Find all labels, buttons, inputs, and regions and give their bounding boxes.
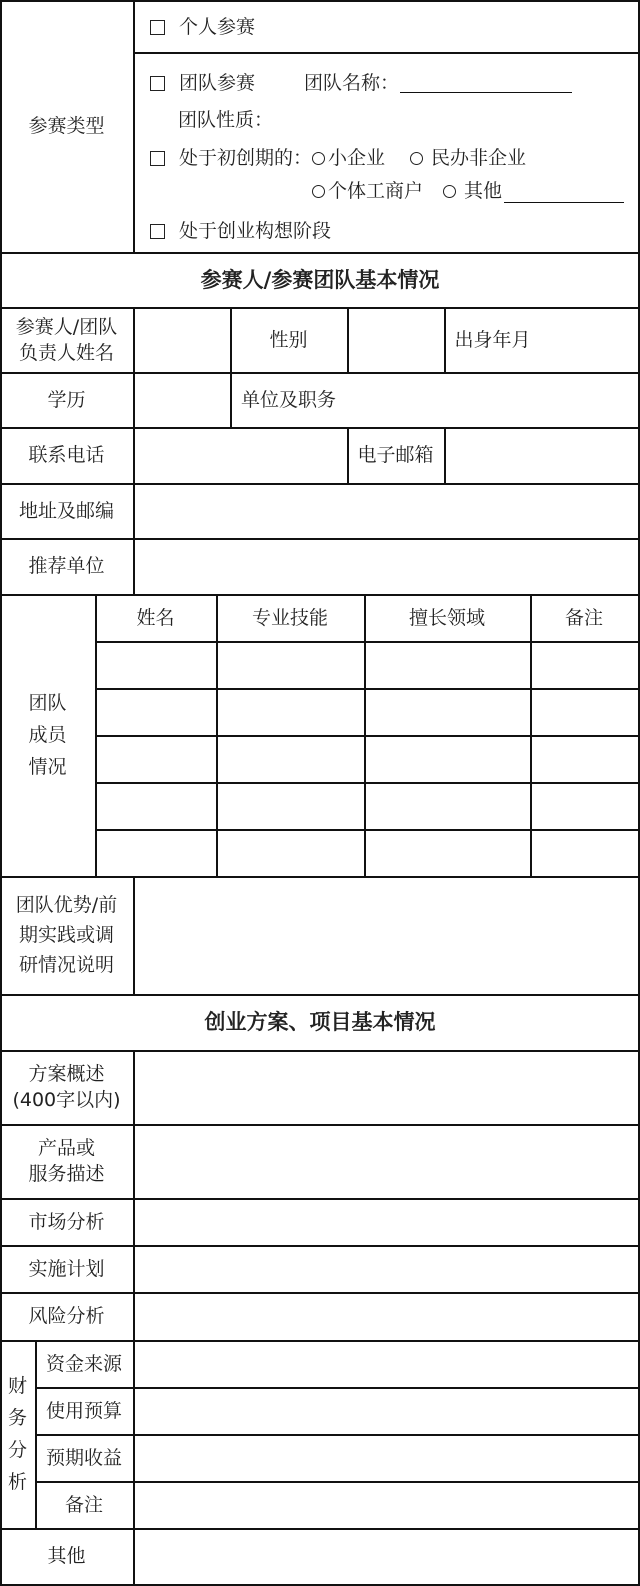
- other-field[interactable]: [504, 202, 624, 203]
- individual-business-label: 个体工商户: [328, 180, 424, 202]
- implementation-label: 实施计划: [28, 1257, 105, 1280]
- team-member-row[interactable]: [97, 737, 637, 781]
- product-field[interactable]: [135, 1126, 637, 1197]
- team-members-label-line2: 成员: [28, 724, 67, 746]
- email-field[interactable]: [446, 429, 637, 482]
- team-members-label: [0, 594, 95, 876]
- other-option[interactable]: [443, 178, 502, 204]
- private-non-enterprise-label: 民办非企业: [431, 147, 527, 169]
- expected-revenue-field[interactable]: [135, 1436, 637, 1480]
- overview-label-line2: (400字以内): [12, 1089, 121, 1111]
- team-name-label: 团队名称：: [304, 72, 400, 94]
- plan-title: 创业方案、项目基本情况: [204, 1010, 436, 1034]
- individual-label: 个人参赛: [179, 16, 256, 38]
- idea-stage-option[interactable]: [150, 218, 331, 244]
- risk-field[interactable]: [135, 1294, 637, 1339]
- email-label: 电子邮箱: [357, 444, 434, 466]
- small-enterprise-option[interactable]: [312, 145, 385, 171]
- leader-name-field[interactable]: [135, 309, 229, 371]
- market-field[interactable]: [135, 1200, 637, 1244]
- funding-source-label: 资金来源: [45, 1352, 122, 1375]
- overview-label: [0, 1050, 133, 1124]
- individual-business-option[interactable]: [312, 178, 423, 204]
- radio-small-enterprise[interactable]: [312, 152, 325, 165]
- other-label: 其他: [464, 180, 503, 202]
- individual-option[interactable]: [150, 14, 255, 40]
- finance-label-char: 务: [7, 1407, 27, 1429]
- finance-label-char: 析: [7, 1471, 27, 1493]
- finance-note-label: 备注: [64, 1493, 103, 1516]
- overview-label-line1: 方案概述: [28, 1063, 105, 1085]
- employer-position-field[interactable]: [349, 374, 637, 426]
- product-label: [0, 1124, 133, 1198]
- employer-position-label: 单位及职务: [240, 388, 336, 411]
- team-member-row[interactable]: [97, 690, 637, 734]
- team-name-field[interactable]: [400, 92, 572, 93]
- implementation-field[interactable]: [135, 1247, 637, 1291]
- team-col-note: 备注: [564, 606, 603, 629]
- team-advantage-line3: 研情况说明: [18, 954, 114, 976]
- finance-label-char: 财: [7, 1375, 27, 1397]
- other-info-label: 其他: [47, 1545, 86, 1567]
- startup-stage-label: 处于初创期的：: [179, 147, 313, 169]
- recommender-field[interactable]: [135, 540, 637, 593]
- team-col-field: 擅长领域: [408, 606, 485, 629]
- radio-other[interactable]: [443, 185, 456, 198]
- team-advantage-line2: 期实践或调: [18, 924, 114, 946]
- funding-source-field[interactable]: [135, 1342, 637, 1386]
- private-non-enterprise-option[interactable]: [410, 145, 526, 171]
- radio-individual-business[interactable]: [312, 185, 325, 198]
- expected-revenue-label: 预期收益: [45, 1446, 122, 1469]
- leader-name-label: [0, 307, 133, 372]
- finance-note-field[interactable]: [135, 1483, 637, 1527]
- team-members-label-line3: 情况: [28, 756, 67, 778]
- checkbox-idea-stage[interactable]: [150, 224, 165, 239]
- radio-private-non-enterprise[interactable]: [410, 152, 423, 165]
- budget-field[interactable]: [135, 1389, 637, 1433]
- address-postcode-field[interactable]: [135, 485, 637, 537]
- team-nature-label: 团队性质：: [178, 109, 274, 131]
- small-enterprise-label: 小企业: [328, 147, 386, 169]
- idea-stage-label: 处于创业构想阶段: [179, 220, 332, 242]
- startup-stage-option[interactable]: [150, 145, 312, 171]
- other-info-field[interactable]: [135, 1530, 637, 1583]
- market-label: 市场分析: [28, 1210, 105, 1233]
- team-col-name: 姓名: [136, 606, 175, 629]
- gender-label: 性别: [269, 328, 308, 351]
- team-advantage-field[interactable]: [135, 878, 637, 993]
- leader-name-label-line2: 负责人姓名: [18, 341, 114, 364]
- checkbox-startup-stage[interactable]: [150, 151, 165, 166]
- birth-field[interactable]: [541, 309, 637, 371]
- gender-field[interactable]: [349, 309, 443, 371]
- education-field[interactable]: [135, 374, 229, 426]
- overview-field[interactable]: [135, 1052, 637, 1123]
- finance-label-char: 分: [7, 1439, 27, 1461]
- finance-label: [0, 1340, 35, 1528]
- team-member-row[interactable]: [97, 784, 637, 828]
- phone-label: 联系电话: [28, 444, 105, 466]
- address-postcode-label: 地址及邮编: [18, 499, 114, 522]
- product-label-line1: 产品或: [37, 1137, 95, 1159]
- team-col-skill: 专业技能: [251, 606, 328, 629]
- team-member-row[interactable]: [97, 643, 637, 687]
- team-members-label-line1: 团队: [28, 692, 67, 714]
- team-label: 团队参赛: [179, 72, 256, 94]
- birth-label: 出身年月: [454, 328, 531, 351]
- team-option[interactable]: [150, 70, 255, 96]
- checkbox-team[interactable]: [150, 76, 165, 91]
- product-label-line2: 服务描述: [28, 1163, 105, 1185]
- team-member-row[interactable]: [97, 831, 637, 875]
- risk-label: 风险分析: [28, 1305, 105, 1327]
- education-label: 学历: [47, 388, 86, 411]
- team-advantage-line1: 团队优势/前: [15, 894, 118, 916]
- phone-field[interactable]: [135, 429, 346, 482]
- leader-name-label-line1: 参赛人/团队: [15, 315, 118, 338]
- budget-label: 使用预算: [45, 1399, 122, 1422]
- team-advantage-label: [0, 876, 133, 994]
- basic-info-title: 参赛人/参赛团队基本情况: [200, 267, 440, 292]
- recommender-label: 推荐单位: [28, 555, 105, 577]
- checkbox-individual[interactable]: [150, 20, 165, 35]
- participation-type-label: 参赛类型: [28, 115, 105, 137]
